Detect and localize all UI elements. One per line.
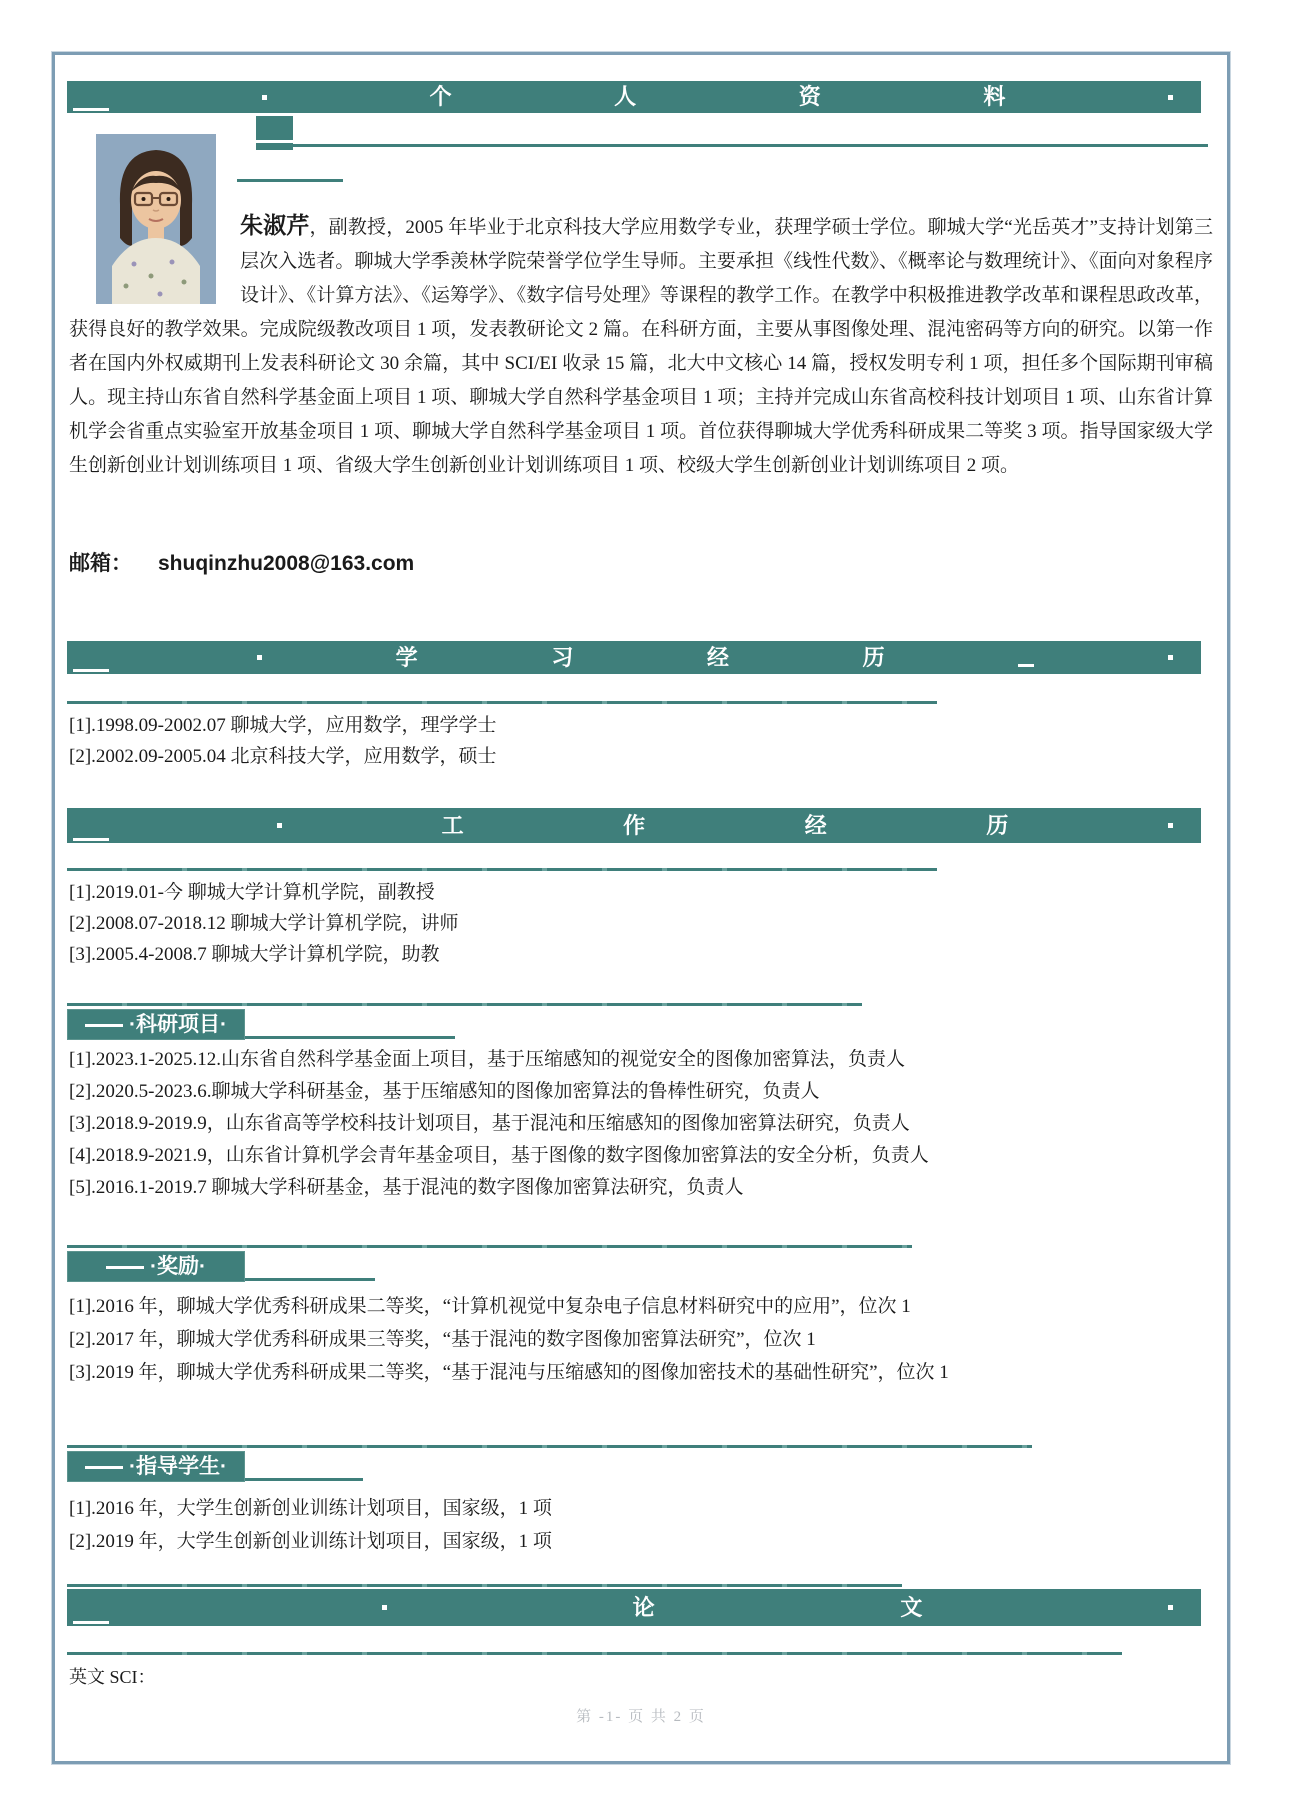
section-topline — [67, 1445, 1032, 1448]
band-dot — [1168, 655, 1173, 660]
list-item: [1].2023.1-2025.12.山东省自然科学基金面上项目，基于压缩感知的视觉安全的图像加密算法，负责人 — [69, 1049, 905, 1070]
band-char: 论 — [632, 1594, 655, 1620]
list-item: [1].2016 年，聊城大学优秀科研成果二等奖，“计算机视觉中复杂电子信息材料研究中的应用”，位次 1 — [69, 1296, 911, 1317]
awards-header-row — [67, 1251, 1227, 1282]
section-band-education — [67, 641, 1201, 674]
section-underline — [67, 701, 937, 704]
band-char: 文 — [900, 1594, 923, 1620]
list-item: [5].2016.1-2019.7 聊城大学科研基金，基于混沌的数字图像加密算法研究，负责人 — [69, 1177, 744, 1198]
band-char: 经 — [707, 644, 730, 670]
list-item: [2].2002.09-2005.04 北京科技大学，应用数学，硕士 — [69, 746, 497, 767]
students-header-row — [67, 1451, 1227, 1482]
page-number-footer: 第 -1- 页 共 2 页 — [576, 1709, 706, 1725]
section-underline — [67, 1652, 1122, 1655]
decorative-line — [237, 179, 343, 182]
band-char: 人 — [614, 84, 637, 109]
list-item: [3].2005.4-2008.7 聊城大学计算机学院，助教 — [69, 944, 440, 965]
email-value: shuqinzhu2008@163.com — [158, 552, 415, 575]
awards-badge: ·奖励· — [67, 1251, 245, 1282]
band-dot — [1168, 1605, 1173, 1610]
english-sci-label: 英文 SCI： — [69, 1667, 156, 1687]
email-label: 邮箱： — [69, 552, 132, 575]
document-page — [52, 52, 1230, 1764]
education-list — [55, 710, 1227, 772]
band-dot — [382, 1605, 387, 1610]
work-list — [55, 877, 1227, 970]
section-topline — [67, 1245, 912, 1248]
band-char: 工 — [441, 812, 464, 838]
badge-tail-line — [245, 1478, 363, 1481]
students-badge: ·指导学生· — [67, 1451, 245, 1482]
bio-paragraph — [69, 208, 1213, 483]
students-list — [55, 1492, 1227, 1558]
band-char: 习 — [551, 644, 574, 670]
projects-header-row — [67, 1009, 1227, 1040]
projects-list — [55, 1044, 1227, 1204]
section-band-papers — [67, 1589, 1201, 1626]
band-char: 历 — [862, 644, 885, 670]
list-item: [2].2020.5-2023.6.聊城大学科研基金，基于压缩感知的图像加密算法的鲁棒性研究，负责人 — [69, 1081, 820, 1102]
decorative-block — [256, 116, 293, 150]
section-topline — [67, 1003, 862, 1006]
badge-tail-line — [245, 1036, 455, 1039]
projects-badge: ·科研项目· — [67, 1009, 245, 1040]
list-item: [3].2018.9-2019.9，山东省高等学校科技计划项目，基于混沌和压缩感知的图像加密算法研究，负责人 — [69, 1113, 910, 1134]
badge-tail-line — [245, 1278, 375, 1281]
band-dot — [1168, 823, 1173, 828]
email-row — [69, 547, 1227, 575]
section-band-personal-info — [67, 81, 1201, 113]
band-char: 学 — [395, 644, 418, 670]
section-band-work — [67, 808, 1201, 843]
list-item: [2].2019 年，大学生创新创业训练计划项目，国家级，1 项 — [69, 1531, 552, 1552]
section-topline — [67, 1584, 902, 1587]
band-char: 料 — [983, 84, 1006, 109]
list-item: [1].2019.01-今 聊城大学计算机学院，副教授 — [69, 882, 435, 903]
band-dot — [1168, 95, 1173, 100]
band-dot — [262, 95, 267, 100]
profile-photo — [96, 134, 216, 304]
decorative-slit — [256, 140, 293, 143]
list-item: [2].2008.07-2018.12 聊城大学计算机学院，讲师 — [69, 913, 459, 934]
bio-text: ，副教授，2005 年毕业于北京科技大学应用数学专业，获理学硕士学位。聊城大学“光岳英才”支持计划第三层次入选者。聊城大学季羡林学院荣誉学位学生导师。主要承担《线性代数》、《概率论与数理统计》、《面向对象程序设计》、《计算方法》、《运筹学》、《数字信号处理》等课程的教学工作。在教学中积极推进教学改革和课程思政改革，获得良好的教学效果。完成院级教改项目 1 项，发表教研论文 2 篇。在科研方面，主要从事图像处理、混沌密码等方向的研究。以第一作者在国内外权威期刊上发表科研论文 30 余篇，其中 SCI/EI 收录 15 篇，北大中文核心 14 篇，授权发明专利 1 项，担任多个国际期刊审稿人。现主持山东省自然科学基金面上项目 1 项、聊城大学自然科学基金项目 1 项；主持并完成山东省高校科技计划项目 1 项、山东省计算机学会省重点实验室开放基金项目 1 项、聊城大学自然科学基金项目 1 项。首位获得聊城大学优秀科研成果二等奖 3 项。指导国家级大学生创新创业计划训练项目 1 项、省级大学生创新创业计划训练项目 1 项、校级大学生创新创业计划训练项目 2 项。 — [69, 217, 1213, 476]
band-char: 经 — [804, 812, 827, 838]
list-item: [1].1998.09-2002.07 聊城大学，应用数学，理学学士 — [69, 715, 497, 736]
band-char: 历 — [986, 812, 1009, 838]
band-char: 资 — [798, 84, 821, 109]
section-underline — [67, 868, 937, 871]
band-underscore — [1018, 664, 1034, 667]
list-item: [2].2017 年，聊城大学优秀科研成果三等奖，“基于混沌的数字图像加密算法研究”，位次 1 — [69, 1329, 816, 1350]
person-name: 朱淑芹 — [240, 212, 310, 238]
list-item: [4].2018.9-2021.9，山东省计算机学会青年基金项目，基于图像的数字图像加密算法的安全分析，负责人 — [69, 1145, 929, 1166]
awards-list — [55, 1290, 1227, 1389]
band-dot — [257, 655, 262, 660]
band-char: 个 — [429, 84, 452, 109]
band-char: 作 — [623, 812, 646, 838]
list-item: [3].2019 年，聊城大学优秀科研成果二等奖，“基于混沌与压缩感知的图像加密技术的基础性研究”，位次 1 — [69, 1362, 949, 1383]
decorative-line — [258, 144, 1208, 147]
band-dot — [277, 823, 282, 828]
list-item: [1].2016 年，大学生创新创业训练计划项目，国家级，1 项 — [69, 1498, 552, 1519]
